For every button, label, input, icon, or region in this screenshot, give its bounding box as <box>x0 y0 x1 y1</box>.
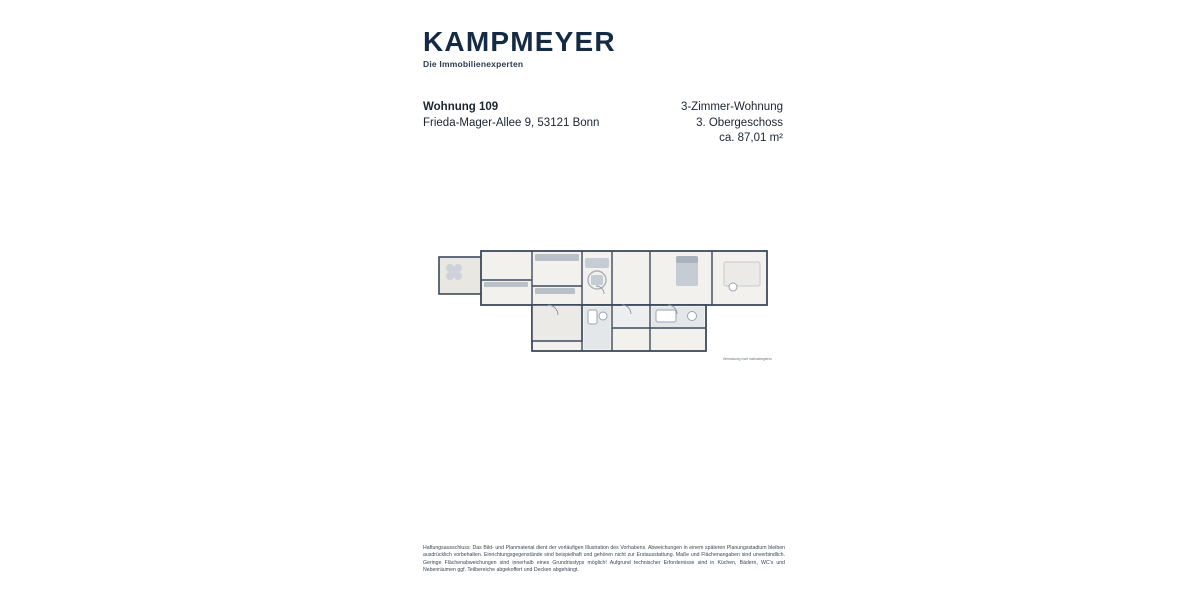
unit-area: ca. 87,01 m² <box>719 132 783 145</box>
brand-logo <box>423 28 683 69</box>
floorplan-rooms <box>439 251 767 351</box>
floorplan-drawing <box>436 246 776 364</box>
floorplan-scale-note: Vermassung nicht maßstabsgetreu <box>722 357 772 361</box>
unit-room-count: 3-Zimmer-Wohnung <box>680 101 783 113</box>
disclaimer-text: Haftungsausschluss: Das Bild- und Planmaterial dient der vorläufigen Illustration des Vorhabens. Abweichungen in einem späteren Planungsstadium bleiben ausdrücklich vorbehalten. Einrichtungsgegenstände sind beispielhaft und gehören nicht zur Erstausstattung. Maße und Flächenangaben sind unverbindlich. Geringe Flächenabweichungen sind innerhalb eines Grundrisstyps möglich! Aufgrund technischer Erfordernisse sind in Küchen, Bädern, WC's und Nebenräumen ggf. Teilbereiche abgekoffert und Decken abgehängt. <box>423 545 785 574</box>
unit-identity <box>423 100 599 147</box>
brand-tagline: Die Immobilienexperten <box>423 59 524 69</box>
unit-header <box>423 100 783 147</box>
unit-floor: 3. Obergeschoss <box>696 116 783 129</box>
brand-name: KAMPMEYER <box>423 26 616 57</box>
unit-address: Frieda-Mager-Allee 9, 53121 Bonn <box>423 116 600 129</box>
unit-title: Wohnung 109 <box>423 101 499 113</box>
unit-specs <box>681 100 783 147</box>
